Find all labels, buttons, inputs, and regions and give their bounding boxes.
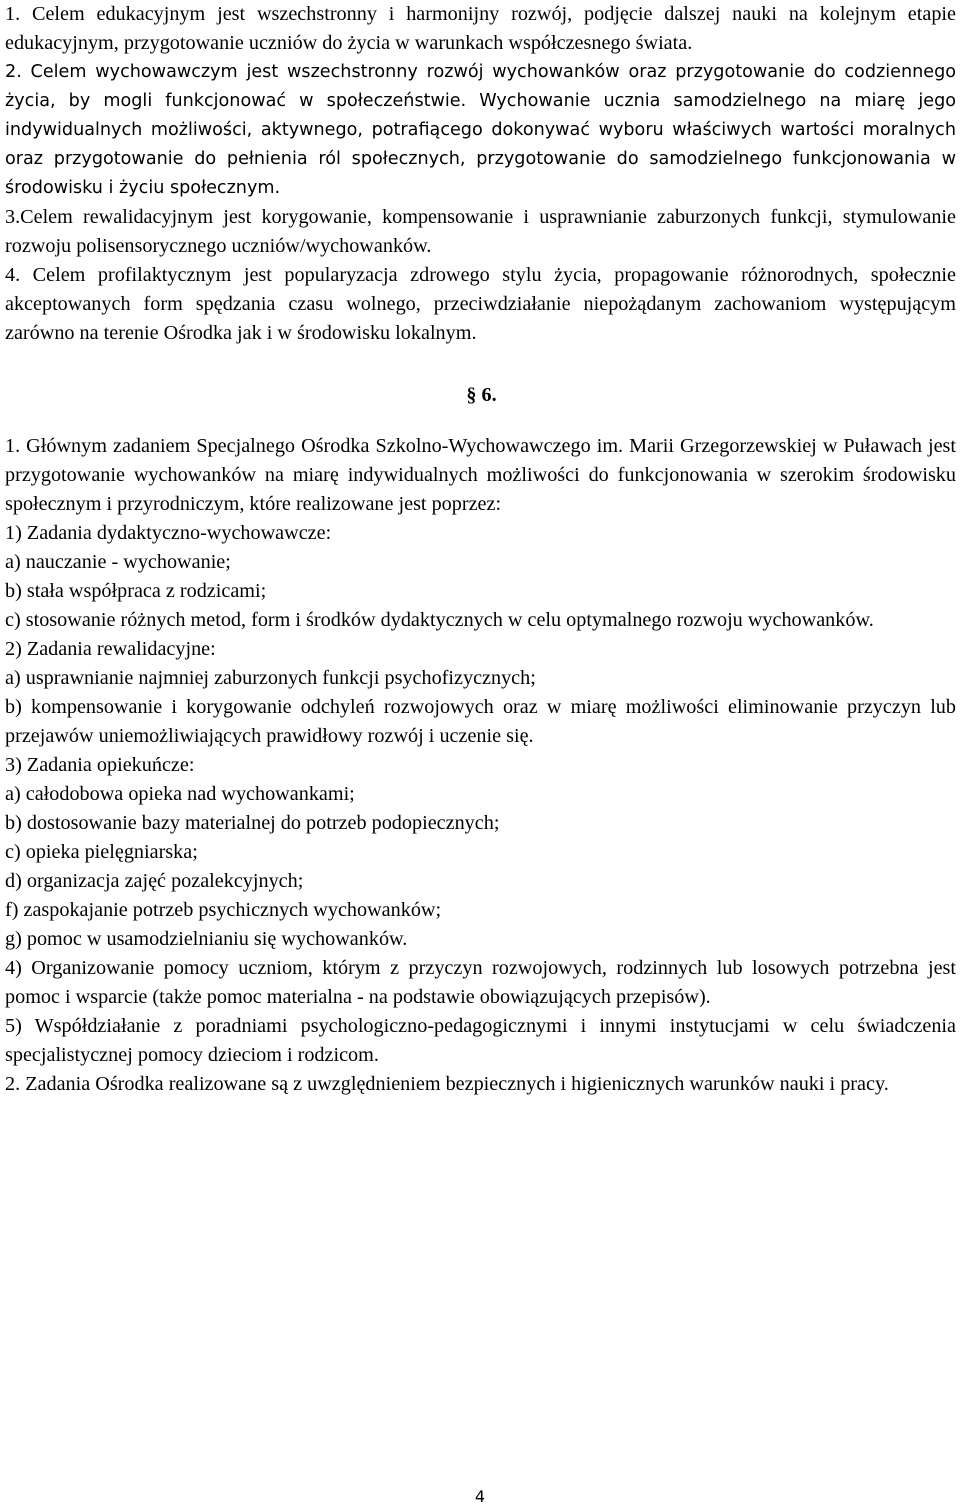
goal-prevention-paragraph: 4. Celem profilaktycznym jest popularyzacja zdrowego stylu życia, propagowanie różnorodnych, społecznie akceptowanych form spędzania czasu wolnego, przeciwdziałanie niepożądanym zachowaniom występującym zarówno na terenie Ośrodka jak i w środowisku lokalnym. <box>5 264 956 344</box>
list-item: 4) Organizowanie pomocy uczniom, którym z przyczyn rozwojowych, rodzinnych lub losowych potrzebna jest pomoc i wsparcie (także pomoc materialna - na podstawie obowiązujących przepisów). <box>5 957 956 1008</box>
list-item: 2) Zadania rewalidacyjne: <box>5 638 216 660</box>
list-item: c) stosowanie różnych metod, form i środków dydaktycznych w celu optymalnego rozwoju wychowanków. <box>5 609 874 631</box>
list-item: d) organizacja zajęć pozalekcyjnych; <box>5 870 304 892</box>
list-item: 3) Zadania opiekuńcze: <box>5 754 195 776</box>
list-item: b) kompensowanie i korygowanie odchyleń rozwojowych oraz w miarę możliwości eliminowanie przyczyn lub przejawów uniemożliwiających prawidłowy rozwój i uczenie się. <box>5 696 956 747</box>
goal-upbringing-paragraph: 2. Celem wychowawczym jest wszechstronny rozwój wychowanków oraz przygotowanie do codziennego życia, by mogli funkcjonować w społeczeństwie. Wychowanie ucznia samodzielnego na miarę jego indywidualnych możliwości, aktywnego, potrafiącego dokonywać wyboru właściwych wartości moralnych oraz przygotowanie do pełnienia ról społecznych, przygotowanie do samodzielnego funkcjonowania w środowisku i życiu społecznym. <box>5 62 956 198</box>
list-item: f) zaspokajanie potrzeb psychicznych wychowanków; <box>5 899 442 921</box>
list-item: a) całodobowa opieka nad wychowankami; <box>5 783 355 805</box>
list-item: 1) Zadania dydaktyczno-wychowawcze: <box>5 522 332 544</box>
list-item: b) dostosowanie bazy materialnej do potrzeb podopiecznych; <box>5 812 500 834</box>
list-item: 5) Współdziałanie z poradniami psychologiczno-pedagogicznymi i innymi instytucjami w celu świadczenia specjalistycznej pomocy dzieciom i rodzicom. <box>5 1015 956 1066</box>
list-item: c) opieka pielęgniarska; <box>5 841 198 863</box>
main-task-paragraph: 1. Głównym zadaniem Specjalnego Ośrodka Szkolno-Wychowawczego im. Marii Grzegorzewskiej w Puławach jest przygotowanie wychowanków na miarę indywidualnych możliwości do funkcjonowania w szerokim środowisku społecznym i przyrodniczym, które realizowane jest poprzez: <box>5 435 956 515</box>
goal-revalidation-paragraph: 3.Celem rewalidacyjnym jest korygowanie, kompensowanie i usprawnianie zaburzonych funkcji, stymulowanie rozwoju polisensorycznego uczniów/wychowanków. <box>5 206 956 257</box>
page-number: 4 <box>474 1487 486 1506</box>
list-item: a) nauczanie - wychowanie; <box>5 551 231 573</box>
list-item: g) pomoc w usamodzielnianiu się wychowanków. <box>5 928 408 950</box>
list-item: a) usprawnianie najmniej zaburzonych funkcji psychofizycznych; <box>5 667 536 689</box>
document-page <box>5 0 956 1099</box>
list-item: b) stała współpraca z rodzicami; <box>5 580 267 602</box>
goal-educational-paragraph: 1. Celem edukacyjnym jest wszechstronny i harmonijny rozwój, podjęcie dalszej nauki na kolejnym etapie edukacyjnym, przygotowanie uczniów do życia w warunkach współczesnego świata. <box>5 3 956 54</box>
section-heading: § 6. <box>466 384 497 406</box>
tasks-conditions-paragraph: 2. Zadania Ośrodka realizowane są z uwzględnieniem bezpiecznych i higienicznych warunków nauki i pracy. <box>5 1073 889 1095</box>
